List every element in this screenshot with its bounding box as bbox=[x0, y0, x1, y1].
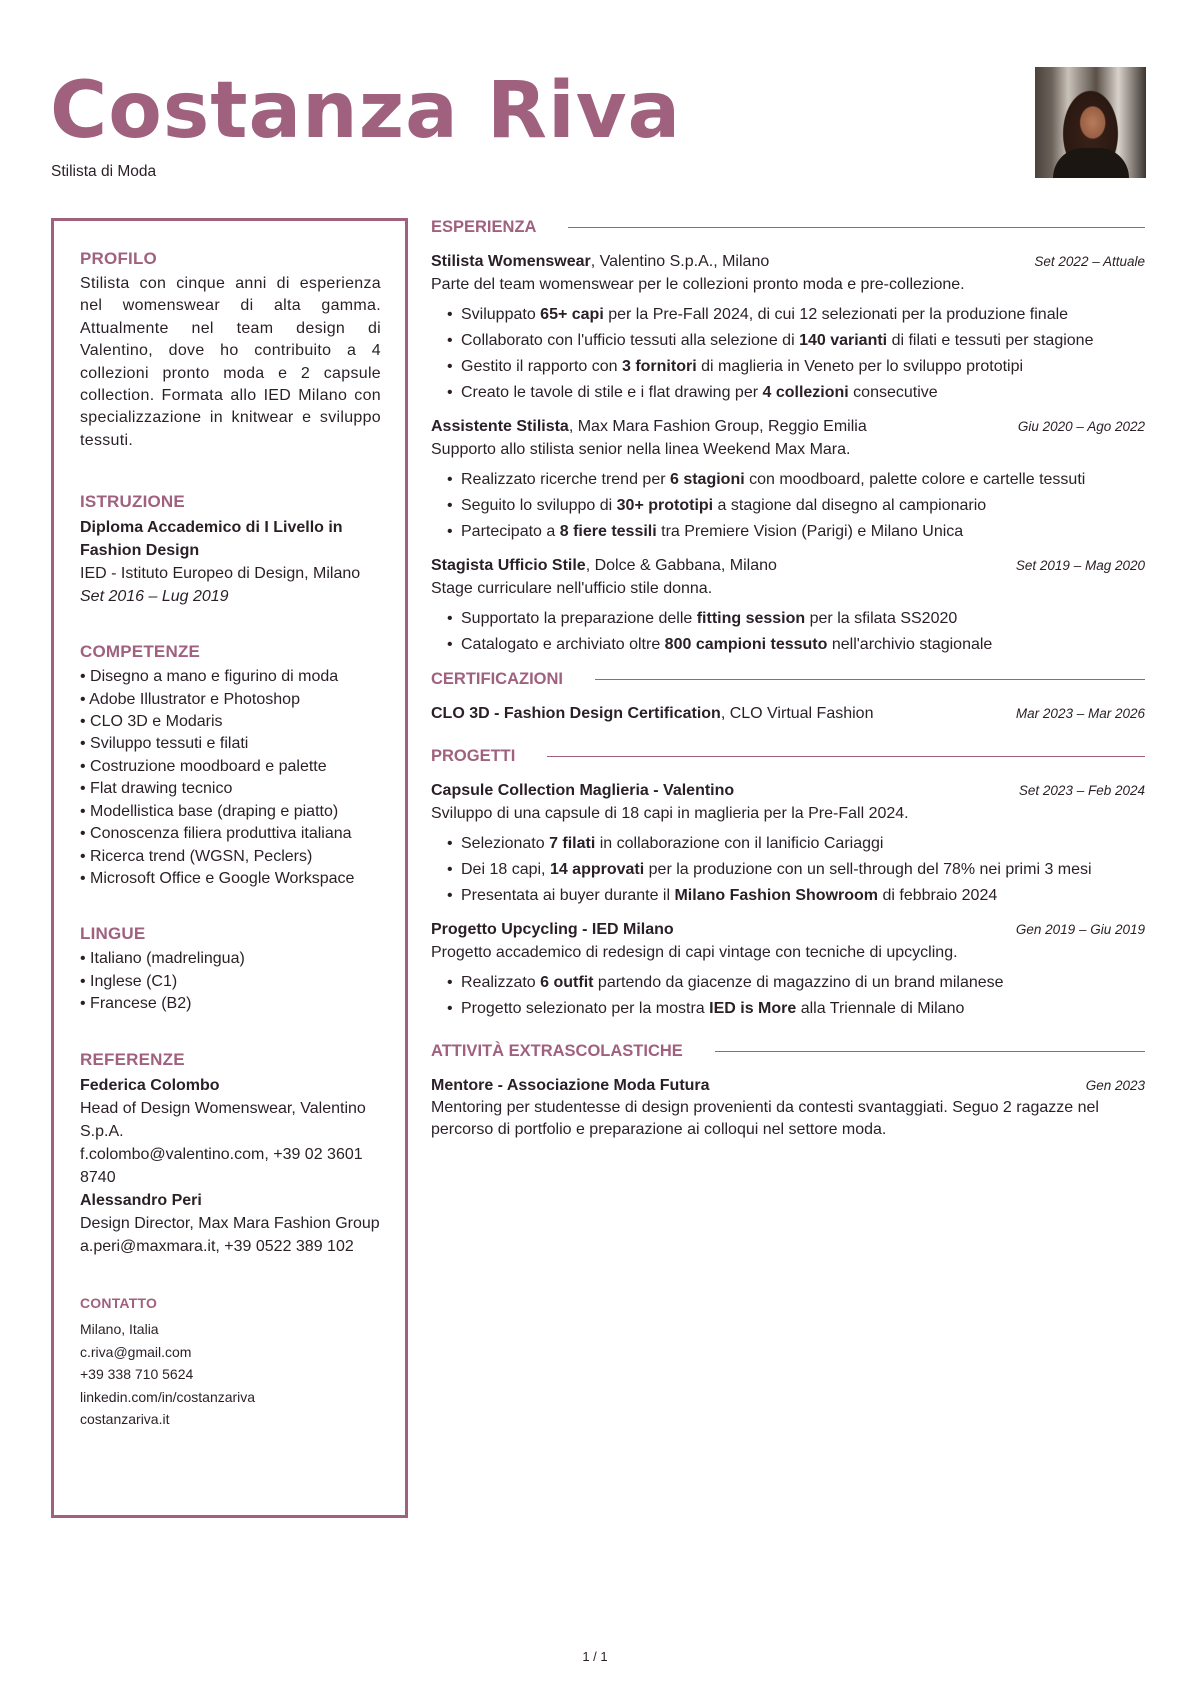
profile-section bbox=[80, 249, 381, 452]
divider bbox=[715, 1051, 1145, 1053]
references-section bbox=[80, 1050, 381, 1258]
bullet: • Seguito lo sviluppo di 30+ prototipi a stagione dal disegno al campionario bbox=[447, 495, 1145, 517]
language-item: • Francese (B2) bbox=[80, 995, 192, 1013]
projects-heading bbox=[431, 747, 1145, 766]
job-org: , Valentino S.p.A., Milano bbox=[590, 253, 770, 270]
job-dates: Set 2022 – Attuale bbox=[1034, 254, 1145, 269]
page-number: 1 / 1 bbox=[582, 1649, 608, 1664]
job-title: Assistente Stilista bbox=[431, 418, 569, 435]
reference-contact: f.colombo@valentino.com, +39 02 3601 8740 bbox=[80, 1145, 363, 1186]
bullet: • Partecipato a 8 fiere tessili tra Premiere Vision (Parigi) e Milano Unica bbox=[447, 521, 1145, 543]
skill-item: • Microsoft Office e Google Workspace bbox=[80, 869, 355, 887]
project-entry bbox=[431, 919, 1145, 1020]
skills-section bbox=[80, 642, 381, 890]
skill-item: • Flat drawing tecnico bbox=[80, 780, 233, 798]
education-section bbox=[80, 492, 381, 608]
language-item: • Inglese (C1) bbox=[80, 972, 178, 990]
divider bbox=[547, 756, 1145, 758]
certifications-section bbox=[431, 670, 1145, 725]
bullet: • Sviluppato 65+ capi per la Pre-Fall 2024, di cui 12 selezionati per la produzione finale bbox=[447, 304, 1145, 326]
job-org: , Dolce & Gabbana, Milano bbox=[585, 557, 777, 574]
bullet: • Gestito il rapporto con 3 fornitori di maglieria in Veneto per lo sviluppo prototipi bbox=[447, 356, 1145, 378]
skill-item: • Disegno a mano e figurino di moda bbox=[80, 668, 339, 686]
activity-desc: Mentoring per studentesse di design provenienti da contesti svantaggiati. Seguo 2 ragazze nel percorso di portfolio e preparazione ai colloqui nel settore moda. bbox=[431, 1099, 1099, 1138]
bullet: • Dei 18 capi, 14 approvati per la produzione con un sell-through del 78% nei primi 3 mesi bbox=[447, 859, 1145, 881]
skills-list bbox=[80, 666, 381, 890]
job-entry bbox=[431, 555, 1145, 656]
skill-item: • Sviluppo tessuti e filati bbox=[80, 735, 249, 753]
certification-entry bbox=[431, 703, 1145, 725]
reference-name: Alessandro Peri bbox=[80, 1191, 202, 1209]
bullet: • Presentata ai buyer durante il Milano Fashion Showroom di febbraio 2024 bbox=[447, 885, 1145, 907]
contact-location: Milano, Italia bbox=[80, 1321, 159, 1338]
contact-website[interactable]: costanzariva.it bbox=[80, 1411, 170, 1428]
bullet: • Creato le tavole di stile e i flat drawing per 4 collezioni consecutive bbox=[447, 382, 1145, 404]
activity-entry bbox=[431, 1075, 1145, 1141]
sidebar bbox=[51, 218, 408, 1518]
project-bullets bbox=[431, 972, 1145, 1020]
job-bullets bbox=[431, 608, 1145, 656]
portrait-photo bbox=[1035, 67, 1146, 178]
contact-phone[interactable]: +39 338 710 5624 bbox=[80, 1366, 194, 1383]
skill-item: • Costruzione moodboard e palette bbox=[80, 757, 327, 775]
profile-text: Stilista con cinque anni di esperienza nel womenswear di alta gamma. Attualmente nel team design di Valentino, dove ho contribuito a 4 collezioni pronto moda e 2 capsule collection. Formata allo IED Milano con specializzazione in knitwear e sviluppo tessuti. bbox=[80, 275, 381, 449]
activity-title: Mentore - Associazione Moda Futura bbox=[431, 1077, 710, 1094]
main-content bbox=[431, 218, 1145, 1155]
cert-org: , CLO Virtual Fashion bbox=[720, 705, 874, 722]
job-entry bbox=[431, 251, 1145, 404]
languages-section bbox=[80, 924, 381, 1015]
contact-linkedin[interactable]: linkedin.com/in/costanzariva bbox=[80, 1388, 256, 1405]
education-dates: Set 2016 – Lug 2019 bbox=[80, 588, 229, 606]
contact-email[interactable]: c.riva@gmail.com bbox=[80, 1343, 192, 1360]
job-dates: Set 2019 – Mag 2020 bbox=[1015, 558, 1145, 573]
project-title: Capsule Collection Maglieria - Valentino bbox=[431, 782, 735, 799]
skills-heading: COMPETENZE bbox=[80, 642, 201, 662]
job-desc: Supporto allo stilista senior nella linea Weekend Max Mara. bbox=[431, 441, 851, 458]
project-desc: Progetto accademico di redesign di capi vintage con tecniche di upcycling. bbox=[431, 944, 958, 961]
project-dates: Set 2023 – Feb 2024 bbox=[1018, 783, 1145, 798]
project-title: Progetto Upcycling - IED Milano bbox=[431, 921, 674, 938]
reference-role: Design Director, Max Mara Fashion Group bbox=[80, 1214, 380, 1232]
bullet: • Supportato la preparazione delle fitting session per la sfilata SS2020 bbox=[447, 608, 1145, 630]
skill-item: • Modellistica base (draping e piatto) bbox=[80, 802, 339, 820]
job-bullets bbox=[431, 469, 1145, 543]
job-title: Stagista Ufficio Stile bbox=[431, 557, 586, 574]
divider bbox=[595, 679, 1145, 681]
education-degree: Diploma Accademico di I Livello in Fashion Design bbox=[80, 519, 343, 560]
bullet: • Progetto selezionato per la mostra IED is More alla Triennale di Milano bbox=[447, 998, 1145, 1020]
skill-item: • Adobe Illustrator e Photoshop bbox=[80, 690, 300, 708]
divider bbox=[568, 227, 1145, 229]
cert-title: CLO 3D - Fashion Design Certification bbox=[431, 705, 721, 722]
candidate-name: Costanza Riva bbox=[50, 66, 682, 156]
skill-item: • Ricerca trend (WGSN, Peclers) bbox=[80, 847, 313, 865]
cert-dates: Mar 2023 – Mar 2026 bbox=[1015, 706, 1145, 721]
certifications-heading-label: CERTIFICAZIONI bbox=[431, 670, 563, 688]
education-school: IED - Istituto Europeo di Design, Milano bbox=[80, 565, 361, 583]
reference-role: Head of Design Womenswear, Valentino S.p.A. bbox=[80, 1099, 366, 1140]
job-desc: Parte del team womenswear per le collezioni pronto moda e pre-collezione. bbox=[431, 276, 965, 293]
bullet: • Realizzato ricerche trend per 6 stagioni con moodboard, palette colore e cartelle tessuti bbox=[447, 469, 1145, 491]
language-item: • Italiano (madrelingua) bbox=[80, 950, 245, 968]
profile-heading: PROFILO bbox=[80, 249, 157, 268]
experience-heading-label: ESPERIENZA bbox=[431, 218, 537, 236]
projects-section bbox=[431, 747, 1145, 1020]
reference-name: Federica Colombo bbox=[80, 1076, 220, 1094]
job-org: , Max Mara Fashion Group, Reggio Emilia bbox=[568, 418, 867, 435]
activities-heading bbox=[431, 1042, 1145, 1061]
candidate-title: Stilista di Moda bbox=[51, 163, 157, 180]
activity-dates: Gen 2023 bbox=[1085, 1078, 1145, 1093]
projects-heading-label: PROGETTI bbox=[431, 747, 516, 765]
project-bullets bbox=[431, 833, 1145, 907]
job-dates: Giu 2020 – Ago 2022 bbox=[1017, 419, 1145, 434]
bullet: • Selezionato 7 filati in collaborazione con il lanificio Cariaggi bbox=[447, 833, 1145, 855]
bullet: • Collaborato con l'ufficio tessuti alla selezione di 140 varianti di filati e tessuti per stagione bbox=[447, 330, 1145, 352]
contact-section bbox=[80, 1292, 381, 1431]
job-title: Stilista Womenswear bbox=[431, 253, 591, 270]
bullet: • Realizzato 6 outfit partendo da giacenze di magazzino di un brand milanese bbox=[447, 972, 1145, 994]
job-bullets bbox=[431, 304, 1145, 404]
languages-list bbox=[80, 948, 381, 1015]
activities-section bbox=[431, 1042, 1145, 1141]
skill-item: • Conoscenza filiera produttiva italiana bbox=[80, 825, 352, 843]
reference-contact: a.peri@maxmara.it, +39 0522 389 102 bbox=[80, 1237, 354, 1255]
contact-heading: CONTATTO bbox=[80, 1294, 158, 1311]
education-heading: ISTRUZIONE bbox=[80, 492, 185, 512]
job-desc: Stage curriculare nell'ufficio stile donna. bbox=[431, 580, 713, 597]
activities-heading-label: ATTIVITÀ EXTRASCOLASTICHE bbox=[431, 1042, 683, 1060]
project-entry bbox=[431, 780, 1145, 907]
skill-item: • CLO 3D e Modaris bbox=[80, 713, 223, 731]
job-entry bbox=[431, 416, 1145, 543]
project-dates: Gen 2019 – Giu 2019 bbox=[1015, 922, 1145, 937]
experience-section bbox=[431, 218, 1145, 656]
references-heading: REFERENZE bbox=[80, 1049, 185, 1069]
experience-heading bbox=[431, 218, 1145, 237]
languages-heading: LINGUE bbox=[80, 924, 146, 944]
bullet: • Catalogato e archiviato oltre 800 campioni tessuto nell'archivio stagionale bbox=[447, 634, 1145, 656]
certifications-heading bbox=[431, 670, 1145, 689]
project-desc: Sviluppo di una capsule di 18 capi in maglieria per la Pre-Fall 2024. bbox=[431, 805, 909, 822]
